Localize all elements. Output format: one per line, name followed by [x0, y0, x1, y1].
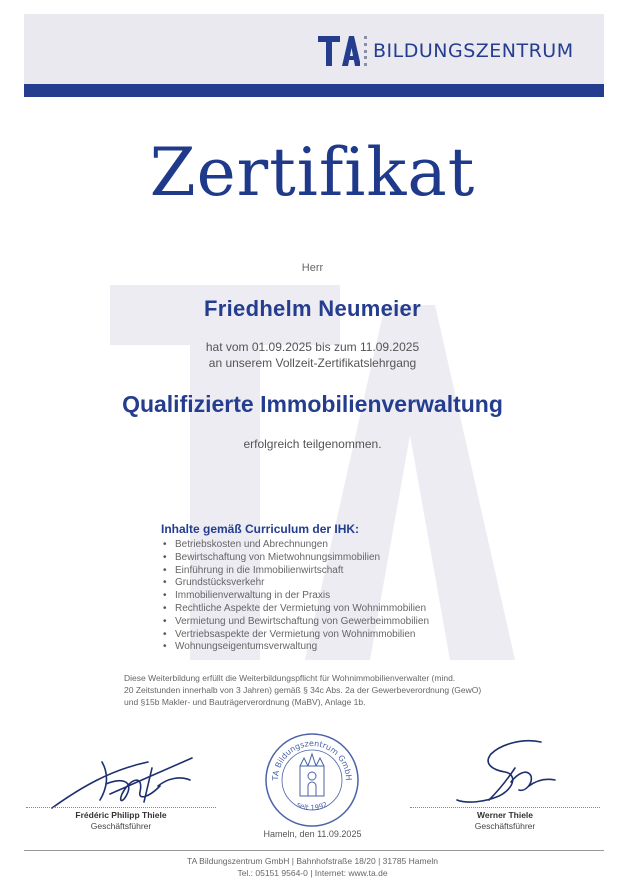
signer-right-name: Werner Thiele — [476, 810, 534, 820]
svg-text:seit 1992 — [295, 801, 328, 812]
signer-left-name: Frédéric Philipp Thiele — [75, 810, 167, 820]
list-item: • Vermietung und Bewirtschaftung von Gewerbeimmobilien — [161, 616, 429, 629]
curriculum — [161, 522, 429, 654]
signature-line-right — [410, 807, 600, 808]
list-item: • Betriebskosten und Abrechnungen — [161, 539, 429, 552]
signer-left-role: Geschäftsführer — [90, 821, 152, 831]
signature-right-icon — [445, 734, 565, 814]
logo — [318, 34, 574, 68]
signature-line-left — [26, 807, 216, 808]
list-item: • Wohnungseigentumsverwaltung — [161, 641, 429, 654]
list-item: • Bewirtschaftung von Mietwohnungsimmobilien — [161, 552, 429, 565]
logo-text: BILDUNGSZENTRUM — [373, 40, 574, 62]
footer-address: TA Bildungszentrum GmbH | Bahnhofstraße 18/20 | 31785 Hameln — [187, 856, 438, 866]
list-item: • Vertriebsaspekte der Vermietung von Wohnimmobilien — [161, 629, 429, 642]
curriculum-list — [161, 539, 429, 654]
salutation: Herr — [301, 262, 324, 274]
list-item: • Einführung in die Immobilienwirtschaft — [161, 565, 429, 578]
list-item: • Grundstücksverkehr — [161, 577, 429, 590]
list-item: • Immobilienverwaltung in der Praxis — [161, 590, 429, 603]
signer-right-role: Geschäftsführer — [474, 821, 536, 831]
footer-divider — [24, 850, 604, 851]
legal-line: Diese Weiterbildung erfüllt die Weiterbildungspflicht für Wohnimmobilienverwalter (mind. — [124, 673, 456, 683]
legal-note — [124, 672, 544, 708]
svg-text:TA Bildungszentrum GmbH — [271, 739, 353, 782]
curriculum-heading: Inhalte gemäß Curriculum der IHK: — [161, 522, 360, 536]
legal-line: und §15b Makler- und Bauträgerverordnung (MaBV), Anlage 1b. — [124, 697, 366, 707]
place-date: Hameln, den 11.09.2025 — [263, 829, 362, 839]
ta-logo-icon — [318, 34, 360, 68]
logo-divider — [364, 36, 367, 66]
list-item: • Rechtliche Aspekte der Vermietung von Wohnimmobilien — [161, 603, 429, 616]
certificate-title: Zertifikat — [149, 134, 476, 211]
course-result: erfolgreich teilgenommen. — [243, 437, 382, 451]
footer-contact: Tel.: 05151 9564-0 | Internet: www.ta.de — [237, 868, 388, 878]
seal-text: TA Bildungszentrum GmbH — [270, 738, 354, 781]
header-bar — [24, 84, 604, 97]
company-seal-icon — [262, 730, 362, 830]
legal-line: 20 Zeitstunden innerhalb von 3 Jahren) gemäß § 34c Abs. 2a der Gewerbeverordnung (GewO) — [124, 685, 482, 695]
course-period: hat vom 01.09.2025 bis zum 11.09.2025 — [205, 340, 420, 354]
course-title: Qualifizierte Immobilienverwaltung — [122, 391, 503, 417]
seal-since: seit 1992 — [295, 800, 329, 812]
course-type: an unserem Vollzeit-Zertifikatslehrgang — [208, 356, 417, 370]
recipient-name: Friedhelm Neumeier — [204, 296, 421, 321]
